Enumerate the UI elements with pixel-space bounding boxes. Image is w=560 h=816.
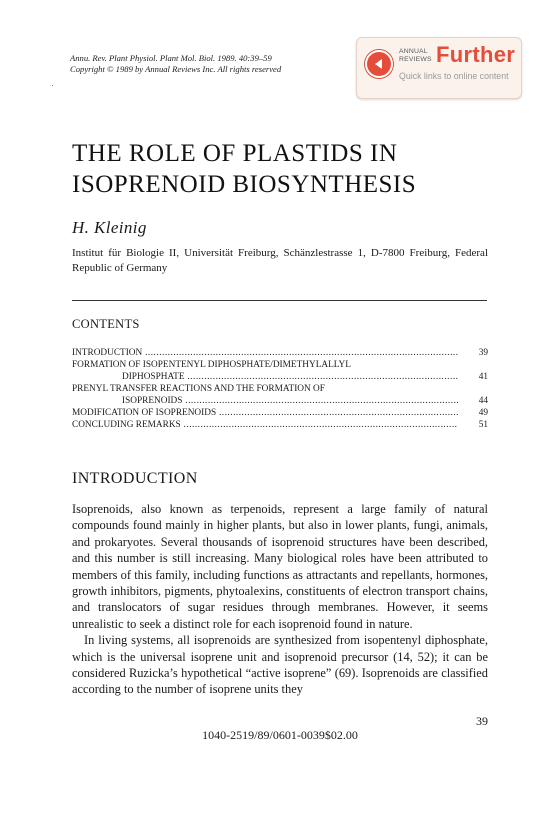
toc-entry-title: MODIFICATION OF ISOPRENOIDS [72,408,217,418]
paragraph: Isoprenoids, also known as terpenoids, represent a large family of natural compounds found mainly in higher plants, but also in lower plants, fungi, animals, and prokaryotes. Several thousands of isoprenoid structures have been described, and this number is still increasing. Many biological roles have been attributed to members of this family, including functions as attractants and repellants, hormones, growth inhibitors, pigments, phytoalexins, constituents of electron transport chains, and translocators of sugar residues through membranes. However, it seems unrealistic to seek a distinct role for each isoprenoid found in nature. [72,502,488,631]
toc-entry-title: INTRODUCTION [72,348,143,358]
banner-annual-reviews [399,48,432,63]
divider [72,300,487,301]
banner-further-label: Further [436,42,516,67]
contents-heading: CONTENTS [72,317,140,331]
banner-reviews-label: REVIEWS [399,55,432,63]
banner-annual-label: ANNUAL [399,48,428,55]
toc-entry-page: 51 [478,420,488,430]
toc-entry[interactable] [72,347,488,359]
toc-entry-page: 41 [478,372,488,382]
toc-entry[interactable] [72,419,488,431]
play-arrow-icon [365,50,393,78]
toc-entry[interactable] [72,383,488,407]
introduction-body [72,501,488,698]
toc-entry-page: 44 [478,396,488,406]
journal-citation [70,53,281,75]
author-affiliation: Institut für Biologie II, Universität Freiburg, Schänzlestrasse 1, D-7800 Freiburg, Federal Republic of Germany [72,247,488,274]
scan-speck [52,85,53,86]
title-line-1: THE ROLE OF PLASTIDS IN [72,140,398,167]
toc-entry-page: 49 [478,408,488,418]
title-line-2: ISOPRENOID BIOSYNTHESIS [72,171,417,198]
page-number: 39 [476,714,488,728]
table-of-contents [72,347,488,431]
toc-entry[interactable] [72,407,488,419]
annual-reviews-further-banner[interactable] [356,37,522,99]
toc-entry-title: FORMATION OF ISOPENTENYL DIPHOSPHATE/DIMETHYLALLYL [72,360,351,370]
section-heading-introduction: INTRODUCTION [72,470,198,487]
toc-entry-page: 39 [478,348,488,358]
issn-code: 1040-2519/89/0601-0039$02.00 [202,728,358,742]
banner-tagline[interactable]: Quick links to online content [399,71,509,81]
citation-line-1: Annu. Rev. Plant Physiol. Plant Mol. Biol. 1989. 40:39–59 [70,53,272,63]
toc-entry[interactable] [72,359,488,383]
citation-line-2: Copyright © 1989 by Annual Reviews Inc. All rights reserved [70,64,282,74]
toc-entry-title: PRENYL TRANSFER REACTIONS AND THE FORMATION OF [72,384,325,394]
toc-entry-title: CONCLUDING REMARKS [72,420,181,430]
paragraph: In living systems, all isoprenoids are synthesized from isopentenyl diphosphate, which is the universal isoprene unit and isoprenoid precursor (14, 52); it can be considered Ruzicka’s hypothetical “active isoprene” (69). Isoprenoids are classified according to the number of isoprene units they [72,633,488,697]
author-name: H. Kleinig [72,218,147,237]
article-title [72,138,416,200]
toc-entry-title-continued: DIPHOSPHATE [122,372,185,382]
toc-entry-title-continued: ISOPRENOIDS [122,396,183,406]
